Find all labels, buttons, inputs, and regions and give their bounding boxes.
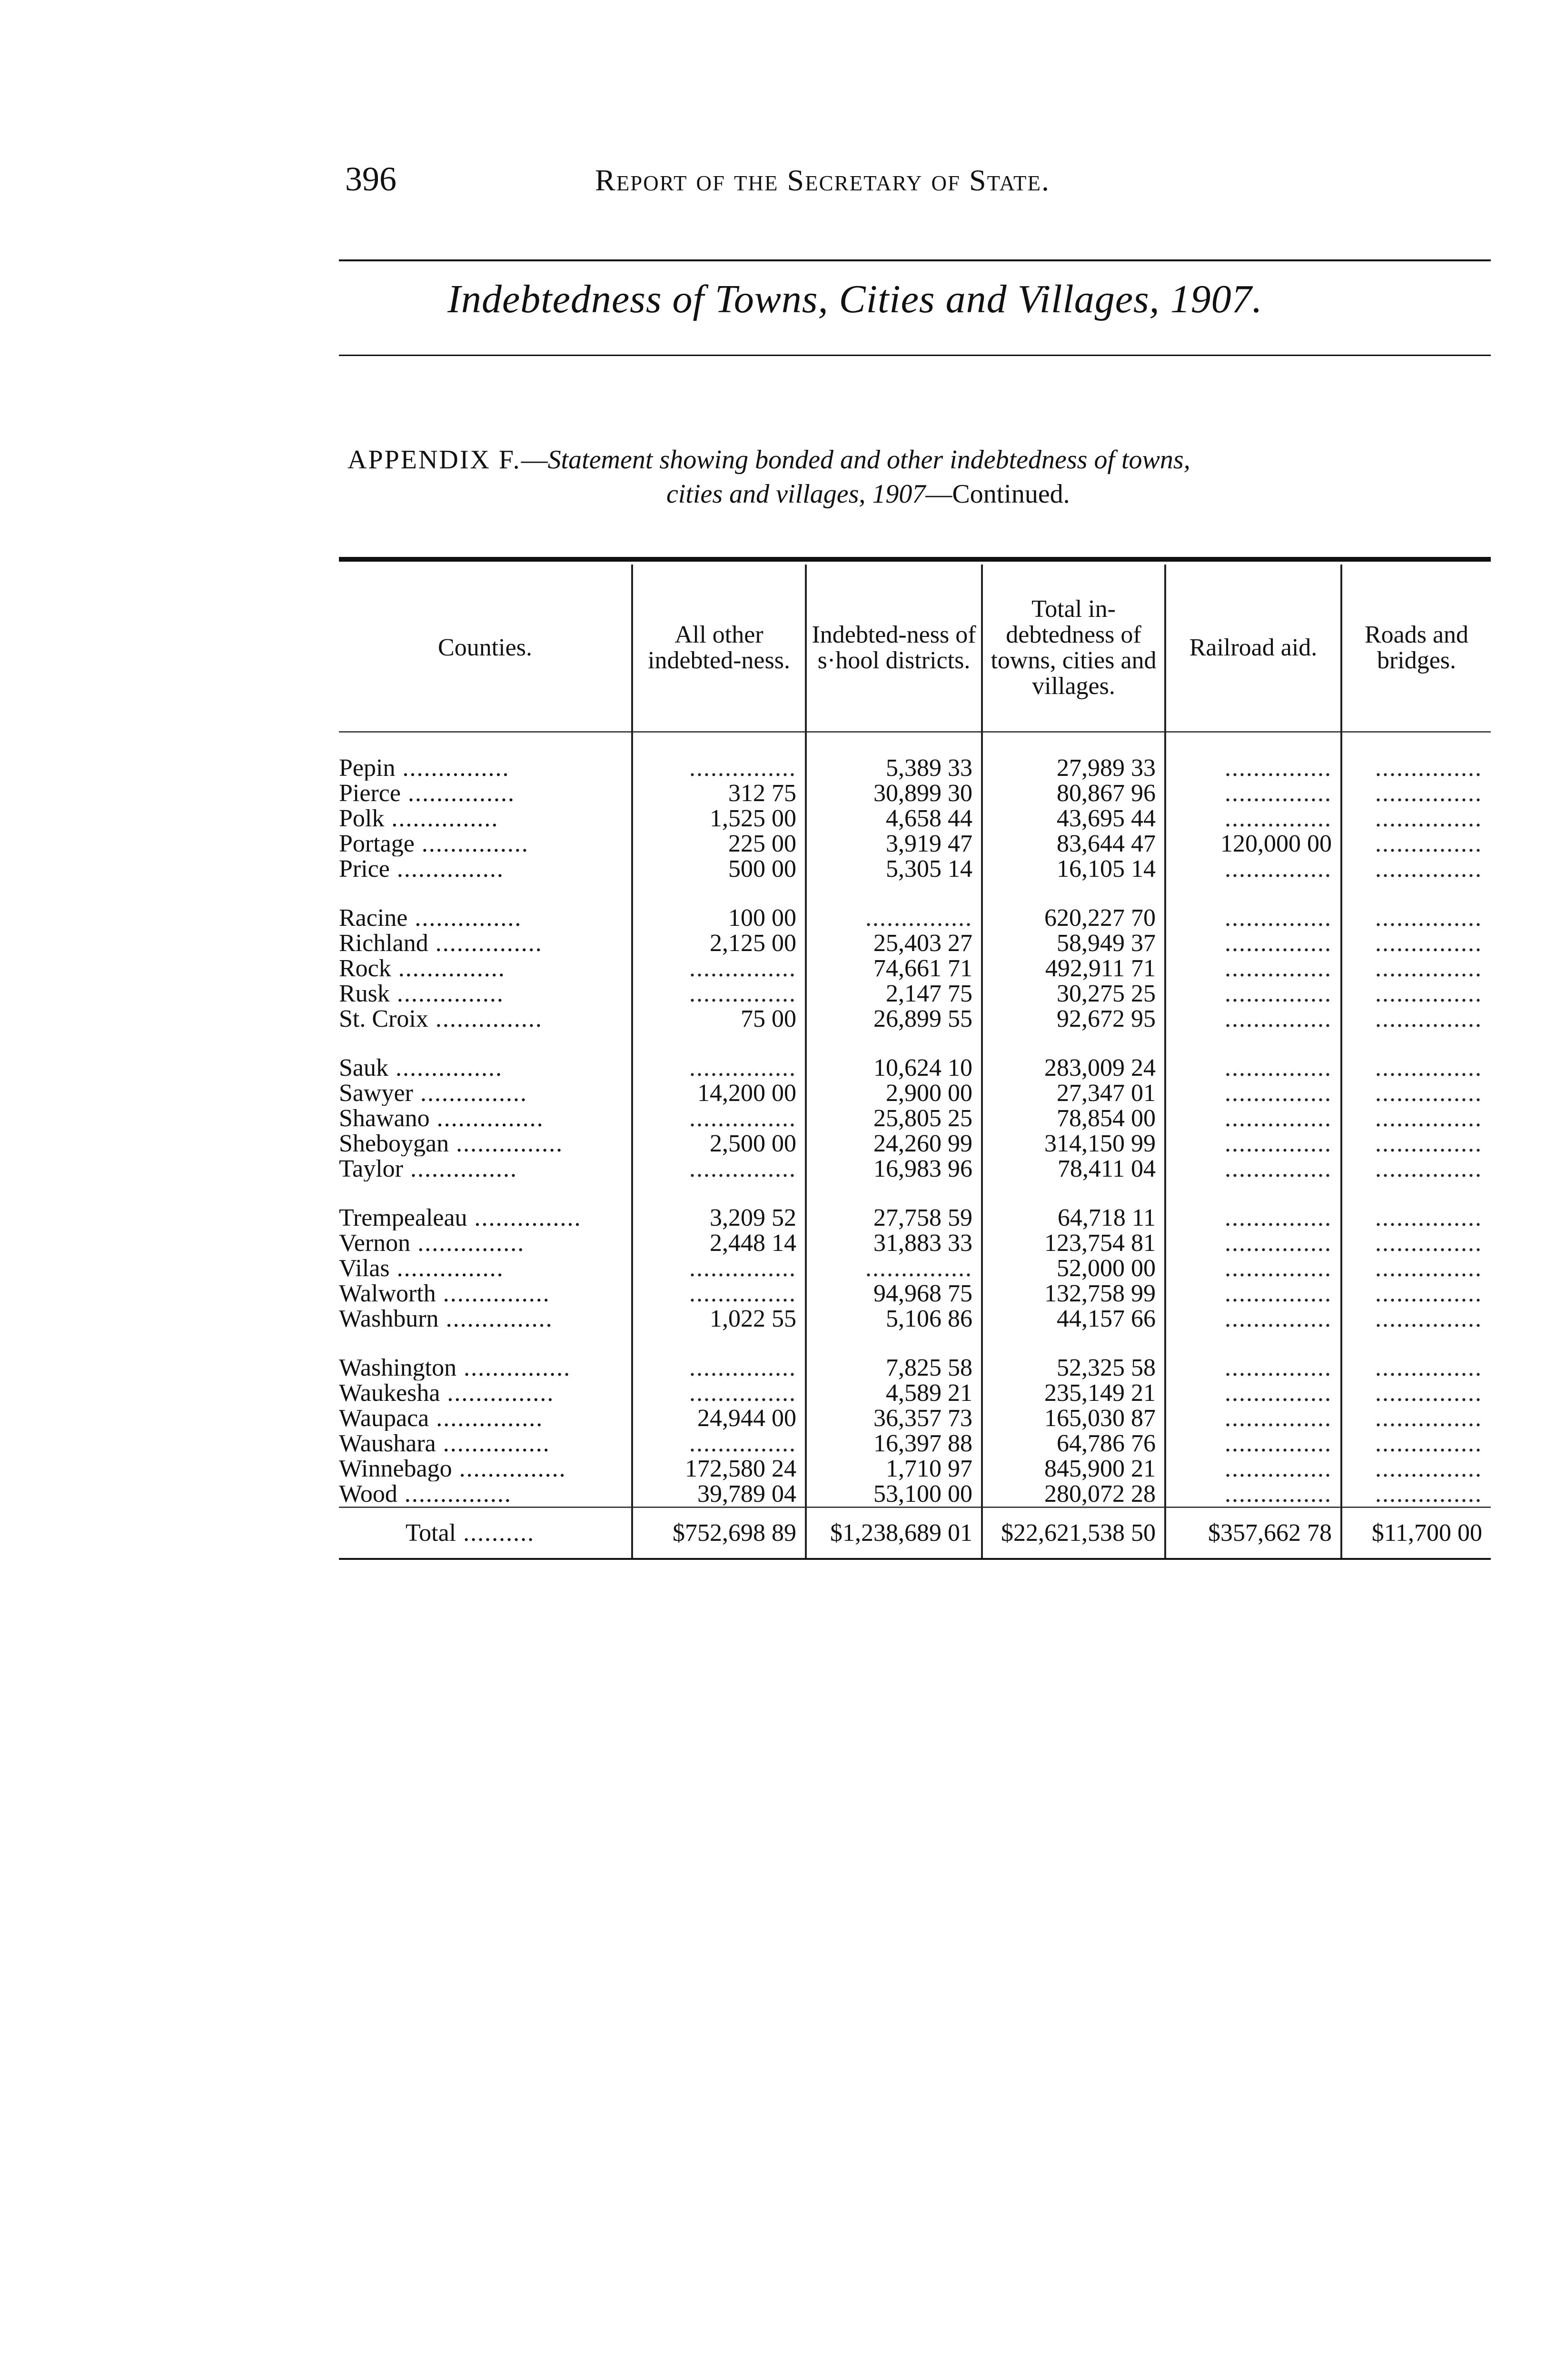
group-gap-row bbox=[339, 1181, 1491, 1205]
leader-dots: ............... bbox=[1341, 831, 1491, 856]
leader-dots: ............... bbox=[1165, 1230, 1341, 1256]
group-gap-row bbox=[339, 1031, 1491, 1055]
cell-total: 83,644 47 bbox=[982, 831, 1165, 856]
table-row bbox=[339, 981, 1491, 1006]
leader-dots: ............... bbox=[1165, 1281, 1341, 1306]
name-leader-dots: ............... bbox=[428, 931, 543, 956]
cell-school: 36,357 73 bbox=[806, 1406, 982, 1431]
cell-school: 25,805 25 bbox=[806, 1106, 982, 1131]
county-name: Waushara ............... bbox=[339, 1431, 550, 1456]
gap-cell bbox=[632, 882, 806, 905]
leader-dots: ............... bbox=[1165, 1355, 1341, 1380]
leader-dots: ............... bbox=[1165, 1106, 1341, 1131]
cell-school: 74,661 71 bbox=[806, 956, 982, 981]
cell-total: 44,157 66 bbox=[982, 1306, 1165, 1331]
cell-other: 14,200 00 bbox=[632, 1081, 806, 1106]
cell-total: 52,325 58 bbox=[982, 1355, 1165, 1380]
county-name: Portage ............... bbox=[339, 831, 529, 856]
table-row bbox=[339, 931, 1491, 956]
cell-total: 78,411 04 bbox=[982, 1156, 1165, 1181]
name-leader-dots: ............... bbox=[389, 1256, 504, 1281]
leader-dots: ............... bbox=[1341, 755, 1491, 781]
name-leader-dots: ............... bbox=[407, 905, 522, 931]
table-row bbox=[339, 1281, 1491, 1306]
gap-cell bbox=[339, 882, 632, 905]
total-row bbox=[339, 1507, 1491, 1559]
table-row bbox=[339, 781, 1491, 806]
cell-total: 16,105 14 bbox=[982, 856, 1165, 882]
leader-dots: ............... bbox=[632, 1055, 806, 1081]
name-leader-dots: ............... bbox=[429, 1106, 544, 1131]
leader-dots: ............... bbox=[1341, 781, 1491, 806]
cell-total: 165,030 87 bbox=[982, 1406, 1165, 1431]
table-header-row bbox=[339, 565, 1491, 732]
cell-other: 2,448 14 bbox=[632, 1230, 806, 1256]
total-label: Total .......... bbox=[339, 1507, 632, 1559]
leader-dots: ............... bbox=[1165, 1456, 1341, 1481]
cell-school: 30,899 30 bbox=[806, 781, 982, 806]
col-header-counties: Counties. bbox=[339, 565, 632, 732]
leader-dots: ............... bbox=[1165, 1481, 1341, 1507]
county-name: Richland ............... bbox=[339, 931, 543, 956]
leader-dots: ............... bbox=[1341, 1106, 1491, 1131]
leader-dots: ............... bbox=[1165, 931, 1341, 956]
name-leader-dots: ............... bbox=[397, 1481, 512, 1507]
leader-dots: ............... bbox=[1165, 1306, 1341, 1331]
county-name: Waupaca ............... bbox=[339, 1406, 544, 1431]
gap-cell bbox=[806, 1031, 982, 1055]
leader-dots: ............... bbox=[1165, 1081, 1341, 1106]
cell-total: 64,718 11 bbox=[982, 1205, 1165, 1230]
table-row bbox=[339, 1355, 1491, 1380]
caption-lead: APPENDIX F. bbox=[347, 445, 521, 475]
leader-dots: ............... bbox=[1341, 806, 1491, 831]
cell-school: 4,589 21 bbox=[806, 1380, 982, 1406]
cell-school: 26,899 55 bbox=[806, 1006, 982, 1031]
caption-italic-2: cities and villages, 1907 bbox=[666, 479, 926, 509]
table-row bbox=[339, 1230, 1491, 1256]
table-row bbox=[339, 1055, 1491, 1081]
caption-line-2 bbox=[347, 477, 1490, 511]
table-row bbox=[339, 1456, 1491, 1481]
gap-cell bbox=[1341, 1181, 1491, 1205]
cell-other: 172,580 24 bbox=[632, 1456, 806, 1481]
county-name: Waukesha ............... bbox=[339, 1380, 555, 1406]
table-row bbox=[339, 1306, 1491, 1331]
cell-other: 2,500 00 bbox=[632, 1131, 806, 1156]
leader-dots: ............... bbox=[632, 1380, 806, 1406]
caption-suffix: —Continued. bbox=[925, 479, 1070, 509]
county-name: Washburn ............... bbox=[339, 1306, 553, 1331]
name-leader-dots: ............... bbox=[436, 1281, 550, 1306]
leader-dots: ............... bbox=[632, 1156, 806, 1181]
leader-dots: ............... bbox=[1165, 1406, 1341, 1431]
gap-cell bbox=[1165, 1331, 1341, 1355]
leader-dots: ............... bbox=[1341, 1456, 1491, 1481]
col-header-other: All other indebted-ness. bbox=[632, 565, 806, 732]
leader-dots: ............... bbox=[1341, 981, 1491, 1006]
county-name: Rusk ............... bbox=[339, 981, 504, 1006]
spacer-cell bbox=[339, 732, 632, 756]
name-leader-dots: ............... bbox=[438, 1306, 553, 1331]
county-name: Walworth ............... bbox=[339, 1281, 550, 1306]
cell-school: 27,758 59 bbox=[806, 1205, 982, 1230]
name-leader-dots: ............... bbox=[436, 1431, 550, 1456]
gap-cell bbox=[806, 1181, 982, 1205]
leader-dots: ............... bbox=[1165, 1256, 1341, 1281]
county-name: Washington ............... bbox=[339, 1355, 571, 1380]
gap-cell bbox=[982, 1331, 1165, 1355]
table-spacer-row bbox=[339, 732, 1491, 756]
cell-school: 1,710 97 bbox=[806, 1456, 982, 1481]
leader-dots: ............... bbox=[1165, 981, 1341, 1006]
gap-cell bbox=[1341, 1031, 1491, 1055]
gap-cell bbox=[339, 1331, 632, 1355]
cell-total: 58,949 37 bbox=[982, 931, 1165, 956]
leader-dots: ............... bbox=[1341, 905, 1491, 931]
name-leader-dots: ............... bbox=[414, 831, 529, 856]
name-leader-dots: ............... bbox=[400, 781, 515, 806]
leader-dots: ............... bbox=[1165, 1006, 1341, 1031]
total-other: $752,698 89 bbox=[632, 1507, 806, 1559]
group-gap-row bbox=[339, 1331, 1491, 1355]
cell-school: 31,883 33 bbox=[806, 1230, 982, 1256]
leader-dots: ............... bbox=[1165, 905, 1341, 931]
caption-dash: — bbox=[521, 445, 548, 475]
col-header-total: Total in-debtedness of towns, cities and villages. bbox=[982, 565, 1165, 732]
cell-total: 235,149 21 bbox=[982, 1380, 1165, 1406]
table-row bbox=[339, 905, 1491, 931]
name-leader-dots: ............... bbox=[388, 1055, 503, 1081]
gap-cell bbox=[982, 882, 1165, 905]
county-name: Taylor ............... bbox=[339, 1156, 517, 1181]
leader-dots: ............... bbox=[1165, 781, 1341, 806]
spacer-cell bbox=[1165, 732, 1341, 756]
name-leader-dots: ............... bbox=[452, 1456, 566, 1481]
county-name: St. Croix ............... bbox=[339, 1006, 543, 1031]
table-row bbox=[339, 1406, 1491, 1431]
leader-dots: ............... bbox=[1341, 1055, 1491, 1081]
total-railroad: $357,662 78 bbox=[1165, 1507, 1341, 1559]
cell-total: 92,672 95 bbox=[982, 1006, 1165, 1031]
leader-dots: ............... bbox=[1341, 1006, 1491, 1031]
cell-school: 53,100 00 bbox=[806, 1481, 982, 1507]
name-leader-dots: ............... bbox=[456, 1355, 571, 1380]
name-leader-dots: ............... bbox=[449, 1131, 564, 1156]
cell-other: 1,525 00 bbox=[632, 806, 806, 831]
cell-school: 5,106 86 bbox=[806, 1306, 982, 1331]
table-caption bbox=[347, 443, 1490, 511]
gap-cell bbox=[806, 1331, 982, 1355]
cell-total: 280,072 28 bbox=[982, 1481, 1165, 1507]
name-leader-dots: ............... bbox=[440, 1380, 555, 1406]
leader-dots: ............... bbox=[1165, 1156, 1341, 1181]
leader-dots: ............... bbox=[1165, 1055, 1341, 1081]
cell-total: 283,009 24 bbox=[982, 1055, 1165, 1081]
table-row bbox=[339, 831, 1491, 856]
county-name: Price ............... bbox=[339, 856, 504, 882]
cell-school: 5,305 14 bbox=[806, 856, 982, 882]
cell-school: 3,919 47 bbox=[806, 831, 982, 856]
cell-other: 39,789 04 bbox=[632, 1481, 806, 1507]
cell-school: 2,900 00 bbox=[806, 1081, 982, 1106]
county-name: Polk ............... bbox=[339, 806, 499, 831]
cell-other: 312 75 bbox=[632, 781, 806, 806]
leader-dots: ............... bbox=[1341, 1256, 1491, 1281]
leader-dots: ............... bbox=[1341, 1481, 1491, 1507]
leader-dots: ............... bbox=[632, 1355, 806, 1380]
county-name: Sheboygan ............... bbox=[339, 1131, 564, 1156]
leader-dots: ............... bbox=[632, 1106, 806, 1131]
leader-dots: ............... bbox=[1341, 1406, 1491, 1431]
county-name: Vilas ............... bbox=[339, 1256, 504, 1281]
cell-school: 16,397 88 bbox=[806, 1431, 982, 1456]
leader-dots: ............... bbox=[1341, 1081, 1491, 1106]
leader-dots: ............... bbox=[1165, 856, 1341, 882]
leader-dots: ............... bbox=[632, 1281, 806, 1306]
cell-school: 4,658 44 bbox=[806, 806, 982, 831]
leader-dots: ............... bbox=[1341, 1131, 1491, 1156]
table-row bbox=[339, 1205, 1491, 1230]
cell-other: 225 00 bbox=[632, 831, 806, 856]
name-leader-dots: ............... bbox=[428, 1006, 543, 1031]
cell-total: 314,150 99 bbox=[982, 1131, 1165, 1156]
leader-dots: ............... bbox=[1341, 956, 1491, 981]
leader-dots: ............... bbox=[1341, 856, 1491, 882]
cell-total: 845,900 21 bbox=[982, 1456, 1165, 1481]
cell-total: 43,695 44 bbox=[982, 806, 1165, 831]
total-total: $22,621,538 50 bbox=[982, 1507, 1165, 1559]
leader-dots: ............... bbox=[806, 1256, 982, 1281]
col-header-railroad: Railroad aid. bbox=[1165, 565, 1341, 732]
gap-cell bbox=[1165, 1181, 1341, 1205]
leader-dots: ............... bbox=[632, 755, 806, 781]
leader-dots: ............... bbox=[1165, 1380, 1341, 1406]
county-name: Sawyer ............... bbox=[339, 1081, 527, 1106]
gap-cell bbox=[982, 1181, 1165, 1205]
leader-dots: ............... bbox=[1341, 1281, 1491, 1306]
cell-school: 25,403 27 bbox=[806, 931, 982, 956]
cell-other: 500 00 bbox=[632, 856, 806, 882]
table-row bbox=[339, 1106, 1491, 1131]
table-row bbox=[339, 856, 1491, 882]
cell-school: 16,983 96 bbox=[806, 1156, 982, 1181]
name-leader-dots: ............... bbox=[395, 755, 510, 781]
name-leader-dots: ............... bbox=[384, 806, 499, 831]
total-school: $1,238,689 01 bbox=[806, 1507, 982, 1559]
gap-cell bbox=[806, 882, 982, 905]
indebtedness-table-wrap bbox=[339, 557, 1491, 1560]
county-name: Vernon ............... bbox=[339, 1230, 525, 1256]
leader-dots: ............... bbox=[1165, 1131, 1341, 1156]
cell-total: 52,000 00 bbox=[982, 1256, 1165, 1281]
table-row bbox=[339, 1081, 1491, 1106]
cell-total: 620,227 70 bbox=[982, 905, 1165, 931]
county-name: Shawano ............... bbox=[339, 1106, 544, 1131]
leader-dots: ............... bbox=[1341, 1156, 1491, 1181]
table-row bbox=[339, 956, 1491, 981]
cell-total: 30,275 25 bbox=[982, 981, 1165, 1006]
table-row bbox=[339, 755, 1491, 781]
leader-dots: ............... bbox=[632, 956, 806, 981]
leader-dots: ............... bbox=[1341, 1431, 1491, 1456]
table-row bbox=[339, 1256, 1491, 1281]
total-leader-dots: .......... bbox=[456, 1519, 535, 1547]
cell-other: 1,022 55 bbox=[632, 1306, 806, 1331]
table-row bbox=[339, 1431, 1491, 1456]
leader-dots: ............... bbox=[1165, 1431, 1341, 1456]
cell-total: 132,758 99 bbox=[982, 1281, 1165, 1306]
running-head: Report of the Secretary of State. bbox=[595, 163, 1050, 197]
table-row bbox=[339, 1380, 1491, 1406]
cell-total: 123,754 81 bbox=[982, 1230, 1165, 1256]
county-name: Sauk ............... bbox=[339, 1055, 503, 1081]
county-name: Trempealeau ............... bbox=[339, 1205, 582, 1230]
gap-cell bbox=[339, 1181, 632, 1205]
spacer-cell bbox=[632, 732, 806, 756]
county-name: Pierce ............... bbox=[339, 781, 515, 806]
name-leader-dots: ............... bbox=[389, 981, 504, 1006]
cell-total: 80,867 96 bbox=[982, 781, 1165, 806]
gap-cell bbox=[632, 1331, 806, 1355]
gap-cell bbox=[1165, 1031, 1341, 1055]
leader-dots: ............... bbox=[632, 981, 806, 1006]
county-name: Rock ............... bbox=[339, 956, 505, 981]
county-name: Winnebago ............... bbox=[339, 1456, 566, 1481]
leader-dots: ............... bbox=[806, 905, 982, 931]
leader-dots: ............... bbox=[632, 1431, 806, 1456]
leader-dots: ............... bbox=[1165, 956, 1341, 981]
county-name: Racine ............... bbox=[339, 905, 522, 931]
cell-total: 27,347 01 bbox=[982, 1081, 1165, 1106]
name-leader-dots: ............... bbox=[410, 1230, 525, 1256]
page-number: 396 bbox=[345, 160, 396, 198]
cell-other: 75 00 bbox=[632, 1006, 806, 1031]
county-name: Wood ............... bbox=[339, 1481, 512, 1507]
leader-dots: ............... bbox=[1341, 1205, 1491, 1230]
table-body bbox=[339, 732, 1491, 1559]
cell-school: 24,260 99 bbox=[806, 1131, 982, 1156]
cell-school: 10,624 10 bbox=[806, 1055, 982, 1081]
name-leader-dots: ............... bbox=[391, 956, 505, 981]
gap-cell bbox=[1165, 882, 1341, 905]
table-row bbox=[339, 1006, 1491, 1031]
col-header-roads: Roads and bridges. bbox=[1341, 565, 1491, 732]
leader-dots: ............... bbox=[632, 1256, 806, 1281]
table-top-rule bbox=[339, 557, 1491, 562]
cell-school: 7,825 58 bbox=[806, 1355, 982, 1380]
leader-dots: ............... bbox=[1165, 806, 1341, 831]
page-title: Indebtedness of Towns, Cities and Villages, 1907. bbox=[447, 277, 1263, 321]
leader-dots: ............... bbox=[1341, 931, 1491, 956]
leader-dots: ............... bbox=[1341, 1380, 1491, 1406]
leader-dots: ............... bbox=[1341, 1355, 1491, 1380]
cell-school: 2,147 75 bbox=[806, 981, 982, 1006]
table-row bbox=[339, 1131, 1491, 1156]
cell-school: 94,968 75 bbox=[806, 1281, 982, 1306]
gap-cell bbox=[1341, 1331, 1491, 1355]
title-top-rule bbox=[339, 259, 1491, 261]
spacer-cell bbox=[982, 732, 1165, 756]
gap-cell bbox=[339, 1031, 632, 1055]
cell-school: 5,389 33 bbox=[806, 755, 982, 781]
cell-total: 27,989 33 bbox=[982, 755, 1165, 781]
cell-total: 64,786 76 bbox=[982, 1431, 1165, 1456]
name-leader-dots: ............... bbox=[389, 856, 504, 882]
total-roads: $11,700 00 bbox=[1341, 1507, 1491, 1559]
leader-dots: ............... bbox=[1165, 1205, 1341, 1230]
leader-dots: ............... bbox=[1341, 1306, 1491, 1331]
group-gap-row bbox=[339, 882, 1491, 905]
gap-cell bbox=[632, 1031, 806, 1055]
name-leader-dots: ............... bbox=[403, 1156, 517, 1181]
name-leader-dots: ............... bbox=[467, 1205, 582, 1230]
indebtedness-table bbox=[339, 565, 1491, 1560]
name-leader-dots: ............... bbox=[413, 1081, 527, 1106]
name-leader-dots: ............... bbox=[429, 1406, 544, 1431]
leader-dots: ............... bbox=[1341, 1230, 1491, 1256]
col-header-school: Indebted-ness of s·hool districts. bbox=[806, 565, 982, 732]
caption-italic-1: Statement showing bonded and other indebtedness of towns, bbox=[547, 445, 1190, 475]
cell-other: 24,944 00 bbox=[632, 1406, 806, 1431]
spacer-cell bbox=[806, 732, 982, 756]
cell-other: 100 00 bbox=[632, 905, 806, 931]
gap-cell bbox=[1341, 882, 1491, 905]
table-row bbox=[339, 806, 1491, 831]
table-row bbox=[339, 1156, 1491, 1181]
cell-other: 2,125 00 bbox=[632, 931, 806, 956]
spacer-cell bbox=[1341, 732, 1491, 756]
leader-dots: ............... bbox=[1165, 755, 1341, 781]
gap-cell bbox=[632, 1181, 806, 1205]
cell-railroad: 120,000 00 bbox=[1165, 831, 1341, 856]
table-row bbox=[339, 1481, 1491, 1507]
cell-other: 3,209 52 bbox=[632, 1205, 806, 1230]
county-name: Pepin ............... bbox=[339, 755, 510, 781]
gap-cell bbox=[982, 1031, 1165, 1055]
cell-total: 492,911 71 bbox=[982, 956, 1165, 981]
cell-total: 78,854 00 bbox=[982, 1106, 1165, 1131]
title-bottom-rule bbox=[339, 355, 1491, 356]
